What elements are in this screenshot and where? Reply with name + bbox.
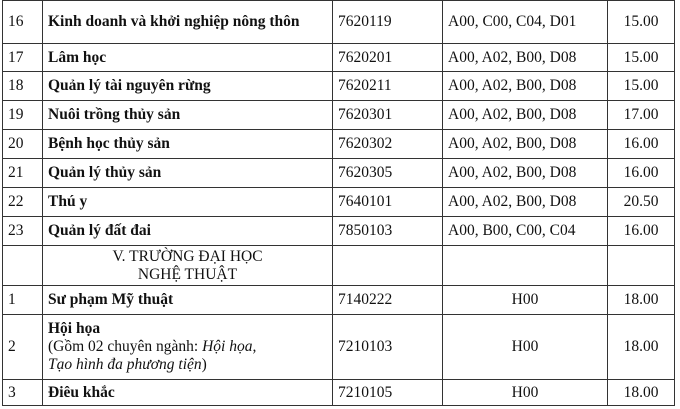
major-note-line1 xyxy=(48,338,327,356)
subject-combinations: H00 xyxy=(443,380,608,406)
table-row xyxy=(3,380,675,406)
major-note xyxy=(48,338,327,374)
major-code: 7620119 xyxy=(333,1,443,44)
row-number: 16 xyxy=(3,1,43,44)
major-note-specialty1: Hội họa, xyxy=(202,338,257,355)
section-title xyxy=(43,246,333,286)
section-title-line1: V. TRƯỜNG ĐẠI HỌC xyxy=(112,247,263,265)
admission-score: 17.00 xyxy=(608,101,675,130)
admission-score: 15.00 xyxy=(608,72,675,101)
row-number: 17 xyxy=(3,44,43,72)
major-code: 7210105 xyxy=(333,380,443,406)
empty-cell xyxy=(333,246,443,286)
section-header-row xyxy=(3,246,675,286)
major-name: Quản lý đất đai xyxy=(43,217,333,246)
admission-score: 15.00 xyxy=(608,44,675,72)
subject-combinations: A00, A02, B00, D08 xyxy=(443,101,608,130)
admission-score: 15.00 xyxy=(608,1,675,44)
subject-combinations: H00 xyxy=(443,315,608,380)
row-number: 19 xyxy=(3,101,43,130)
major-name: Kinh doanh và khởi nghiệp nông thôn xyxy=(43,1,333,44)
major-code: 7140222 xyxy=(333,286,443,315)
table-row xyxy=(3,159,675,188)
row-number: 2 xyxy=(3,315,43,380)
subject-combinations: A00, C00, C04, D01 xyxy=(443,1,608,44)
table-row xyxy=(3,217,675,246)
admission-score: 18.00 xyxy=(608,315,675,380)
admissions-table xyxy=(2,0,675,406)
subject-combinations: A00, A02, B00, D08 xyxy=(443,130,608,159)
major-name: Điêu khắc xyxy=(43,380,333,406)
major-name: Sư phạm Mỹ thuật xyxy=(43,286,333,315)
major-code: 7620201 xyxy=(333,44,443,72)
major-name: Nuôi trồng thủy sản xyxy=(43,101,333,130)
major-code: 7640101 xyxy=(333,188,443,217)
major-note-prefix: (Gồm 02 chuyên ngành: xyxy=(48,338,203,355)
major-code: 7850103 xyxy=(333,217,443,246)
table-row xyxy=(3,1,675,44)
subject-combinations: A00, B00, C00, C04 xyxy=(443,217,608,246)
major-name: Thú y xyxy=(43,188,333,217)
table-row xyxy=(3,44,675,72)
empty-cell xyxy=(608,246,675,286)
admission-score: 16.00 xyxy=(608,130,675,159)
admission-score: 18.00 xyxy=(608,286,675,315)
row-number: 22 xyxy=(3,188,43,217)
subject-combinations: A00, A02, B00, D08 xyxy=(443,159,608,188)
major-name: Lâm học xyxy=(43,44,333,72)
table-row xyxy=(3,101,675,130)
major-note-line2 xyxy=(48,356,327,374)
major-code: 7620302 xyxy=(333,130,443,159)
table-row xyxy=(3,188,675,217)
subject-combinations: H00 xyxy=(443,286,608,315)
row-number: 1 xyxy=(3,286,43,315)
admission-score: 18.00 xyxy=(608,380,675,406)
row-number: 20 xyxy=(3,130,43,159)
major-name-cell xyxy=(43,315,333,380)
major-name: Quản lý tài nguyên rừng xyxy=(43,72,333,101)
major-note-specialty2: Tạo hình đa phương tiện xyxy=(48,356,202,373)
row-number: 18 xyxy=(3,72,43,101)
admission-score: 20.50 xyxy=(608,188,675,217)
admission-score: 16.00 xyxy=(608,159,675,188)
row-number: 21 xyxy=(3,159,43,188)
major-name: Bệnh học thủy sản xyxy=(43,130,333,159)
subject-combinations: A00, A02, B00, D08 xyxy=(443,188,608,217)
table-row xyxy=(3,130,675,159)
section-title-line2: NGHỆ THUẬT xyxy=(137,265,238,283)
major-name: Quản lý thủy sản xyxy=(43,159,333,188)
table-row xyxy=(3,72,675,101)
row-number: 3 xyxy=(3,380,43,406)
subject-combinations: A00, A02, B00, D08 xyxy=(443,72,608,101)
major-code: 7620305 xyxy=(333,159,443,188)
major-code: 7620301 xyxy=(333,101,443,130)
table-row xyxy=(3,315,675,380)
major-code: 7620211 xyxy=(333,72,443,101)
major-note-suffix: ) xyxy=(201,356,207,373)
admission-score: 16.00 xyxy=(608,217,675,246)
empty-cell xyxy=(443,246,608,286)
subject-combinations: A00, A02, B00, D08 xyxy=(443,44,608,72)
empty-cell xyxy=(3,246,43,286)
major-name: Hội họa xyxy=(48,320,101,337)
major-code: 7210103 xyxy=(333,315,443,380)
row-number: 23 xyxy=(3,217,43,246)
table-row xyxy=(3,286,675,315)
